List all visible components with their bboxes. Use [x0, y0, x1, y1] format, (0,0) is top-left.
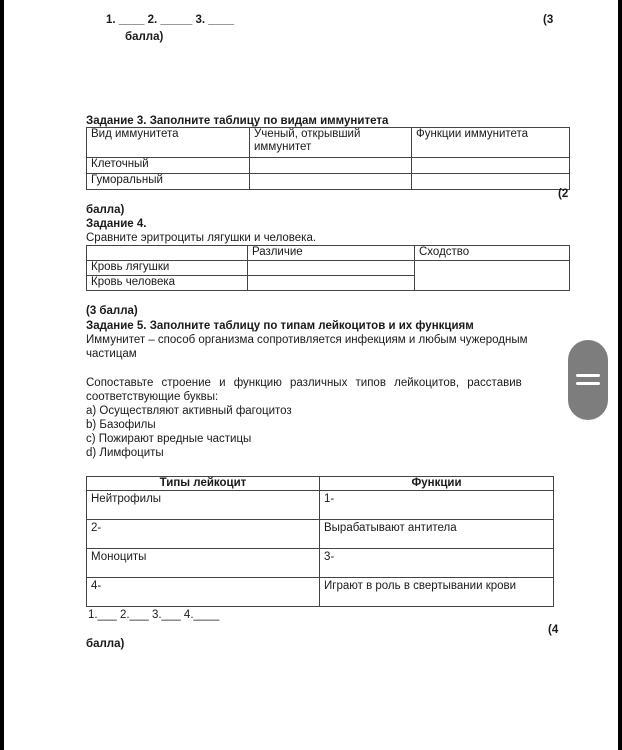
task3-title: Задание 3. Заполните таблицу по видам иммунитета	[86, 115, 389, 127]
table-row	[87, 246, 570, 261]
task4-instruction: Сравните эритроциты лягушки и человека.	[86, 232, 317, 244]
table-cell: Гуморальный	[87, 174, 250, 190]
table-row	[87, 261, 570, 276]
table-row	[87, 174, 570, 190]
table-cell	[412, 158, 570, 174]
task3-points-close: балла)	[86, 204, 125, 216]
table-header-cell	[87, 246, 248, 261]
table-header-cell: Типы лейкоцит	[87, 477, 320, 491]
table-row	[87, 128, 570, 158]
top-points-close: балла)	[125, 31, 164, 43]
task5-option-d: d) Лимфоциты	[86, 447, 164, 459]
right-edge	[618, 0, 622, 750]
table-cell: 4-	[87, 578, 320, 607]
task5-option-a: a) Осуществляют активный фагоцитоз	[86, 405, 292, 417]
table-row	[87, 477, 554, 491]
table-row	[87, 520, 554, 549]
table-cell	[248, 261, 415, 276]
task4-table	[86, 245, 570, 291]
table-row	[87, 578, 554, 607]
task5-title: Задание 5. Заполните таблицу по типам лейкоцитов и их функциям	[86, 320, 474, 332]
table-cell: 3-	[320, 549, 554, 578]
task5-points-open: (4	[548, 624, 559, 636]
table-header-cell: Вид иммунитета	[87, 128, 250, 158]
table-header-cell: Функции иммунитета	[412, 128, 570, 158]
task5-points-close: балла)	[86, 638, 125, 650]
task5-intro-line1: Иммунитет – способ организма сопротивляется инфекциям и любым чужеродным	[86, 334, 528, 346]
table-cell	[250, 158, 412, 174]
task3-table	[86, 127, 570, 190]
task5-instruction-line1: Сопоставьте строение и функцию различных типов лейкоцитов, расставив	[86, 377, 522, 389]
table-row	[87, 491, 554, 520]
task4-title: Задание 4.	[86, 218, 147, 230]
table-cell: Вырабатывают антитела	[320, 520, 554, 549]
table-cell: Кровь человека	[87, 276, 248, 291]
table-cell: 1-	[320, 491, 554, 520]
grip-line-icon	[576, 382, 600, 385]
task5-intro-line2: частицам	[86, 348, 137, 360]
task5-table	[86, 476, 554, 607]
table-cell	[412, 174, 570, 190]
top-answer-line: 1. ____ 2. _____ 3. ____	[106, 14, 234, 26]
top-points-open: (3	[543, 14, 554, 26]
task5-instruction-line2: соответствующие буквы:	[86, 391, 219, 403]
scroll-handle[interactable]	[568, 340, 608, 420]
task5-answer-line: 1.___ 2.___ 3.___ 4.____	[88, 609, 220, 621]
table-cell	[415, 261, 570, 291]
task5-option-c: c) Пожирают вредные частицы	[86, 433, 252, 445]
table-cell: 2-	[87, 520, 320, 549]
table-row	[87, 549, 554, 578]
table-cell	[250, 174, 412, 190]
grip-line-icon	[576, 374, 600, 377]
table-cell: Нейтрофилы	[87, 491, 320, 520]
task3-points-open: (2	[558, 188, 569, 200]
task4-points: (3 балла)	[86, 305, 138, 317]
table-cell: Клеточный	[87, 158, 250, 174]
task5-option-b: b) Базофилы	[86, 419, 156, 431]
table-header-cell: Функции	[320, 477, 554, 491]
table-cell: Играют в роль в свертывании крови	[320, 578, 554, 607]
table-header-cell: Различие	[248, 246, 415, 261]
table-cell: Кровь лягушки	[87, 261, 248, 276]
table-header-cell: Ученый, открывший иммунитет	[250, 128, 412, 158]
table-header-cell: Сходство	[415, 246, 570, 261]
table-row	[87, 158, 570, 174]
table-cell: Моноциты	[87, 549, 320, 578]
table-cell	[248, 276, 415, 291]
left-edge	[0, 0, 4, 750]
